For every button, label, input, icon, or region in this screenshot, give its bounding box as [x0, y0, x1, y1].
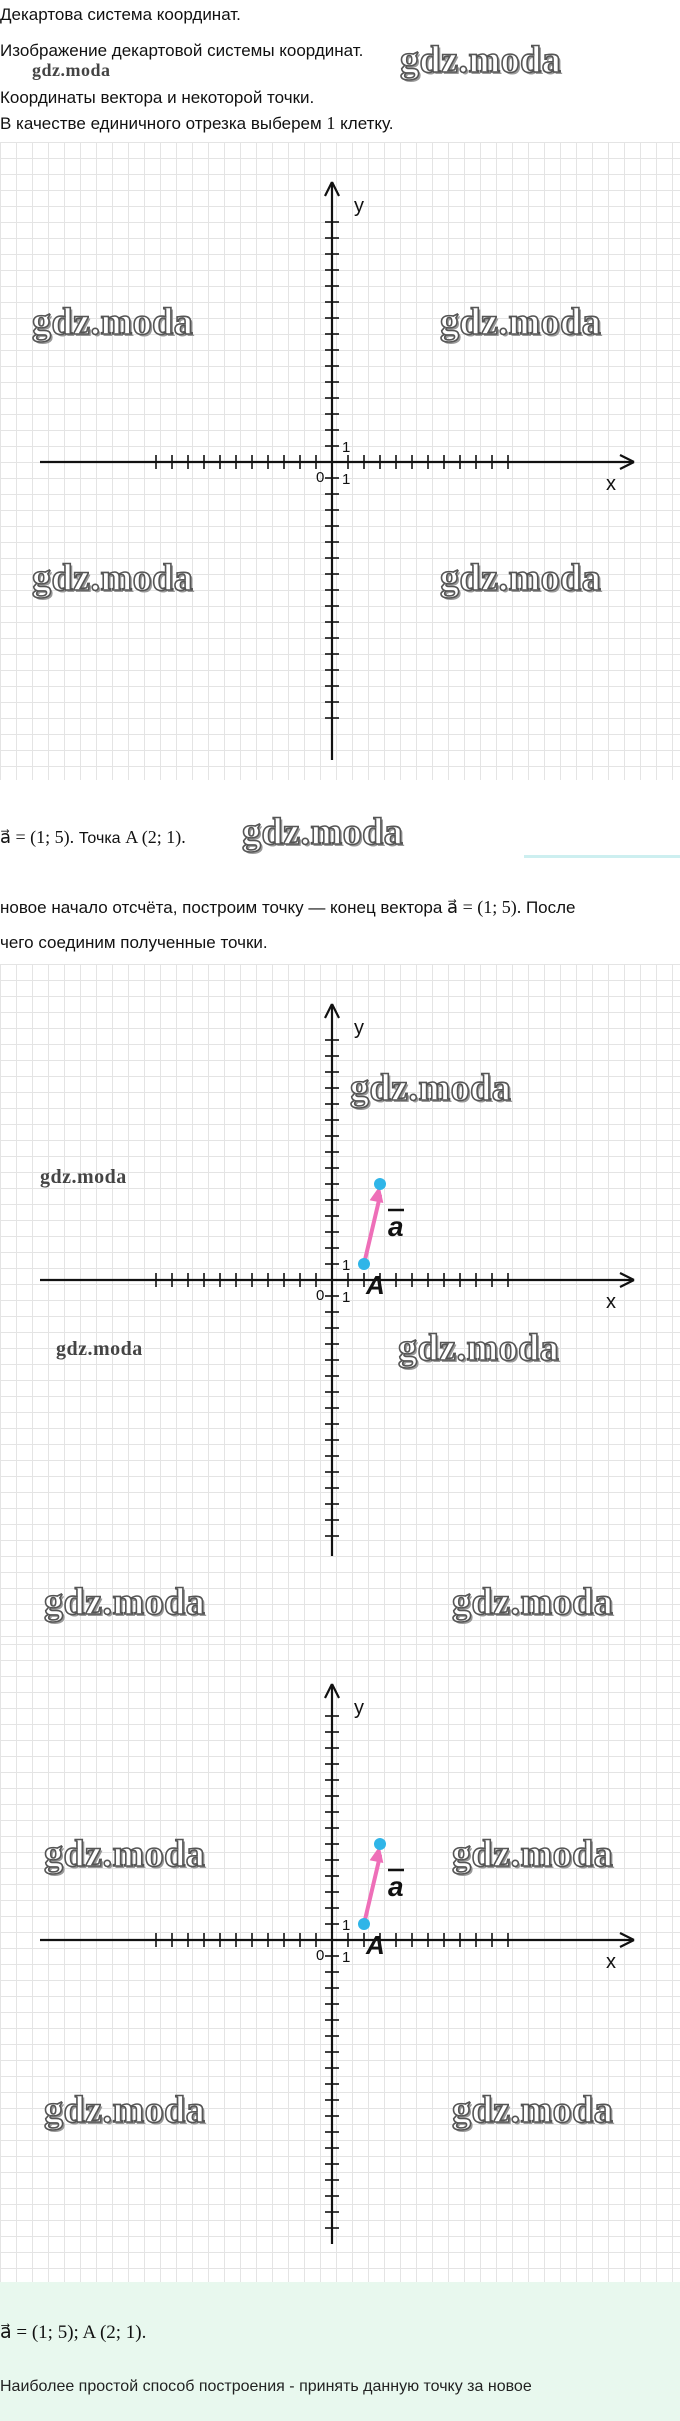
watermark: gdz.moda	[452, 1581, 614, 1623]
coordinate-axes-1	[0, 142, 680, 782]
vector-a-line	[364, 1856, 380, 1924]
x-axis-label: x	[606, 1951, 616, 1973]
watermark: gdz.moda	[452, 2089, 614, 2131]
vector-end-dot	[374, 1838, 386, 1850]
unit-x-label: 1	[342, 1949, 351, 1966]
vector-a-line	[364, 1196, 380, 1264]
watermark: gdz.moda	[440, 301, 602, 343]
coordinate-axes-2	[0, 964, 680, 1644]
watermark: gdz.moda	[398, 1327, 560, 1369]
y-axis-label: y	[354, 1697, 364, 1719]
unit-x-label: 1	[342, 471, 351, 488]
point-a-dot	[358, 1918, 370, 1930]
coordinate-axes-3	[0, 1644, 680, 2284]
watermark: gdz.moda	[452, 1833, 614, 1875]
vector-end-dot	[374, 1178, 386, 1190]
origin-label: 0	[316, 469, 325, 486]
watermark: gdz.moda	[400, 39, 562, 81]
watermark: gdz.moda	[32, 301, 194, 343]
watermark-small: gdz.moda	[32, 60, 111, 80]
intro-line-3: Координаты вектора и некоторой точки.	[0, 88, 315, 107]
watermark: gdz.moda	[440, 557, 602, 599]
watermark: gdz.moda	[350, 1067, 512, 1109]
unit-y-label: 1	[342, 439, 351, 456]
vector-a-label: a	[388, 1211, 404, 1242]
unit-x-label: 1	[342, 1289, 351, 1306]
answer-text: a⃗ = (1; 5); A (2; 1).	[0, 2322, 147, 2343]
origin-label: 0	[316, 1287, 325, 1304]
point-a-dot	[358, 1258, 370, 1270]
point-a-label: A	[366, 1270, 385, 1300]
watermark: gdz.moda	[32, 557, 194, 599]
vector-statement: a⃗ = (1; 5). Точка A (2; 1).	[0, 827, 186, 847]
watermark: gdz.moda	[44, 1833, 206, 1875]
intro-line-2: Изображение декартовой системы координат.	[0, 41, 364, 60]
unit-y-label: 1	[342, 1917, 351, 1934]
y-axis-label: y	[354, 195, 364, 217]
vector-a-label: a	[388, 1871, 404, 1902]
divider	[524, 855, 680, 858]
construction-line-1: новое начало отсчёта, построим точку — конец вектора a⃗ = (1; 5). После	[0, 897, 576, 917]
footer-text: Наиболее простой способ построения - принять данную точку за новое	[0, 2378, 532, 2395]
answer-box	[0, 2282, 680, 2421]
y-axis-label: y	[354, 1017, 364, 1039]
origin-label: 0	[316, 1947, 325, 1964]
watermark: gdz.moda	[44, 1581, 206, 1623]
point-a-label: A	[366, 1930, 385, 1960]
watermark: gdz.moda	[242, 811, 404, 853]
watermark-small: gdz.moda	[40, 1166, 127, 1188]
watermark: gdz.moda	[44, 2089, 206, 2131]
intro-line-1: Декартова система координат.	[0, 5, 241, 24]
construction-line-2: чего соединим полученные точки.	[0, 933, 268, 952]
unit-y-label: 1	[342, 1257, 351, 1274]
x-axis-label: x	[606, 473, 616, 495]
watermark-small: gdz.moda	[56, 1338, 143, 1360]
x-axis-label: x	[606, 1291, 616, 1313]
intro-line-4: В качестве единичного отрезка выберем 1 клетку.	[0, 113, 394, 133]
